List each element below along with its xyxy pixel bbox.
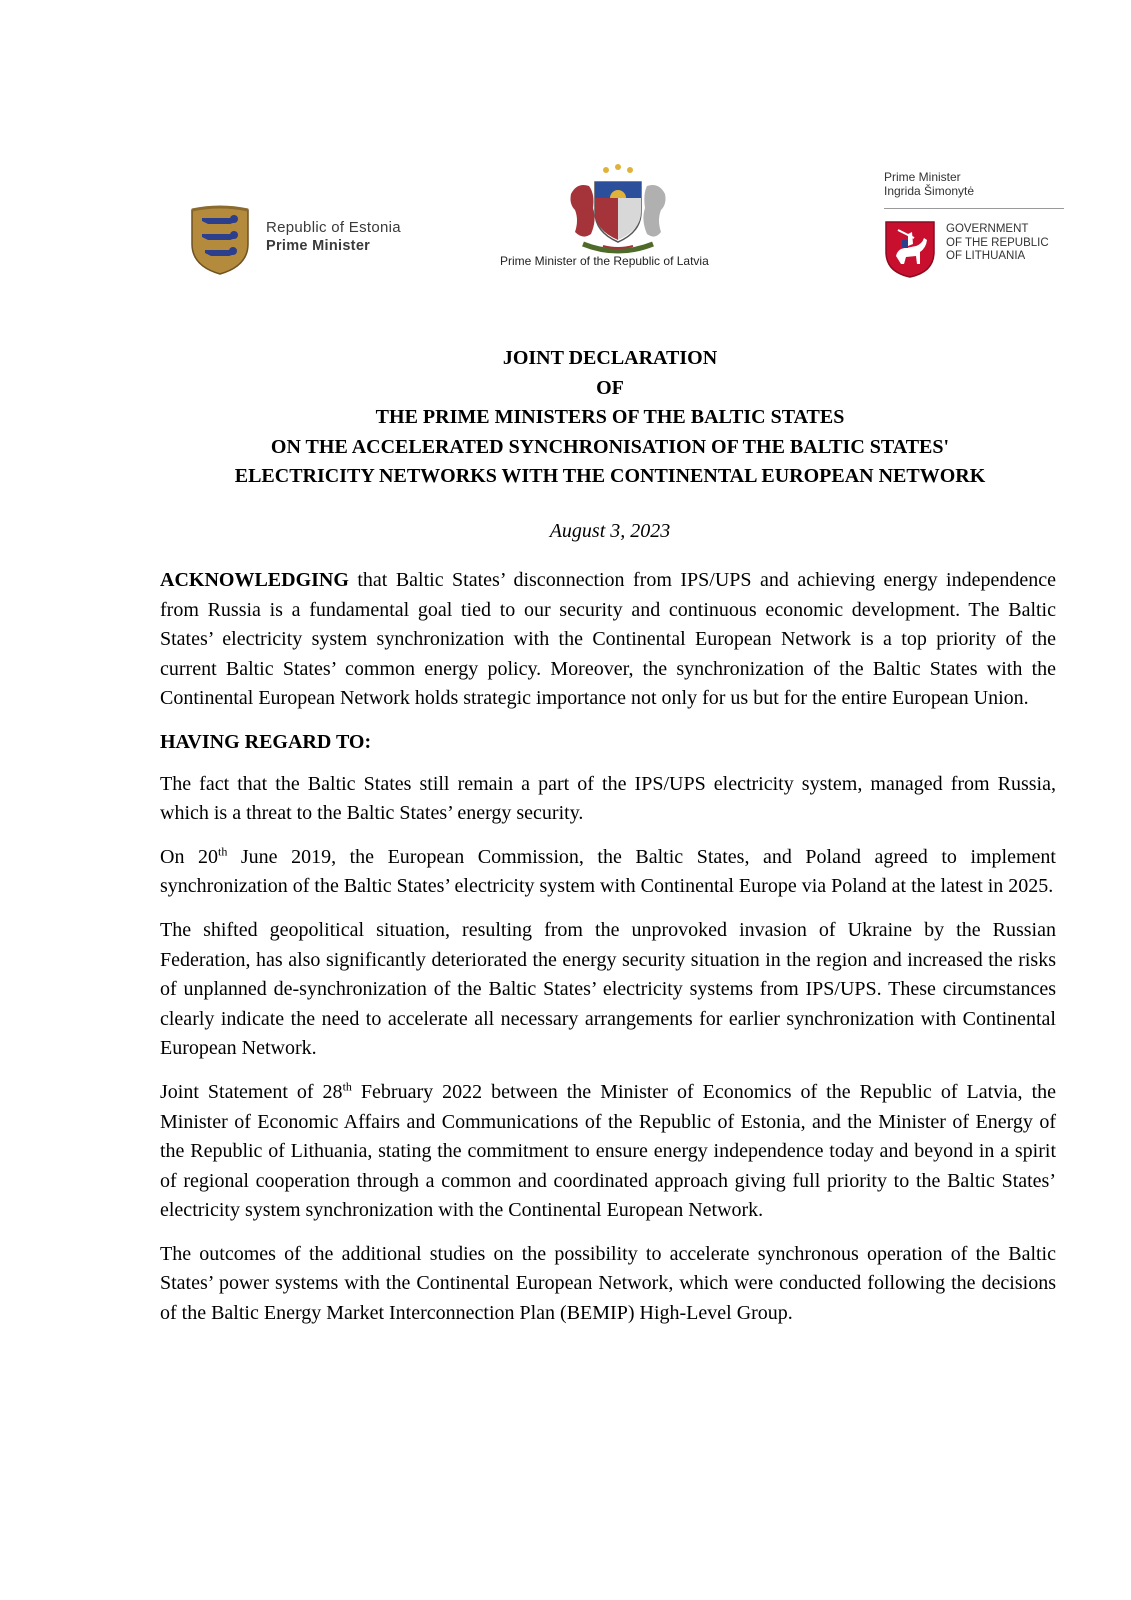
paragraph-geopolitical: The shifted geopolitical situation, resulting from the unprovoked invasion of Ukraine by the Russian Federation, has also significantly deteriorated the energy security situation in the region and increased the risks of unplanned de-synchronization of the Baltic States’ electricity systems from IPS/UPS. These circumstances clearly indicate the need to accelerate all necessary arrangements for earlier synchronization with Continental European Network. [160,918,1056,1060]
lithuania-gov-line2: OF THE REPUBLIC [946,236,1049,249]
latvia-logo [500,164,740,274]
title-line-3: THE PRIME MINISTERS OF THE BALTIC STATES [375,406,845,428]
lithuania-pm-name: Ingrida Šimonytė [884,184,975,198]
lithuania-divider [884,208,1064,209]
acknowledging-text: that Baltic States’ disconnection from IPS/UPS and achieving energy independence from Russia is a fundamental goal tied to our security and continuous economic development. The Baltic States’ electricity system synchronization with the Continental European Network is a top priority of the current Baltic States’ common energy policy. Moreover, the synchronization of the Baltic States with the Continental European Network holds strategic importance not only for us but for the entire European Union. [160,569,1056,710]
paragraph-ips-ups: The fact that the Baltic States still remain a part of the IPS/UPS electricity system, managed from Russia, which is a threat to the Baltic States’ energy security. [160,772,1056,825]
june-2019-text-b: June 2019, the European Commission, the Baltic States, and Poland agreed to implement synchronization of the Baltic States’ electricity system with Continental Europe via Poland at the latest in 2025. [160,845,1056,898]
joint-statement-text-b: February 2022 between the Minister of Economics of the Republic of Latvia, the Minister of Economic Affairs and Communications of the Republic of Estonia, and the Minister of Energy of the Republic of Lithuania, stating the commitment to ensure energy independence today and beyond in a spirit of regional cooperation through a common and coordinated approach giving full priority to the Baltic States’ electricity system synchronization with the Continental European Network. [160,1080,1056,1222]
title-line-1: JOINT DECLARATION [502,347,718,369]
title-line-4: ON THE ACCELERATED SYNCHRONISATION OF THE BALTIC STATES' [270,435,950,458]
estonia-coat-of-arms-icon [188,204,252,276]
june-2019-text-a: On 20 [160,845,218,868]
lithuania-gov-line3: OF LITHUANIA [946,250,1026,262]
lithuania-gov-line1: GOVERNMENT [946,223,1029,235]
title-line-5: ELECTRICITY NETWORKS WITH THE CONTINENTAL EUROPEAN NETWORK [234,465,986,487]
joint-statement-text-a: Joint Statement of 28 [160,1080,343,1103]
lithuania-logo [884,170,1074,280]
paragraph-outcomes: The outcomes of the additional studies on the possibility to accelerate synchronous operation of the Baltic States’ power systems with the Continental European Network, which were conducted following the decisions of the Baltic Energy Market Interconnection Plan (BEMIP) High-Level Group. [160,1242,1056,1325]
lithuania-pm-title: Prime Minister [884,170,961,184]
paragraph-june-2019 [160,843,1056,902]
joint-statement-superscript: th [342,1079,352,1094]
estonia-title: Prime Minister [266,238,371,254]
declaration-title [150,344,1070,492]
declaration-body [160,566,1056,1343]
declaration-date: August 3, 2023 [549,520,671,542]
paragraph-acknowledging [160,566,1056,714]
latvia-coat-of-arms-icon [563,164,673,254]
lithuania-vytis-shield-icon [884,220,936,278]
estonia-logo [188,204,448,274]
title-line-2: OF [596,376,624,399]
june-2019-superscript: th [217,844,228,859]
paragraph-joint-statement [160,1078,1056,1226]
having-regard-heading: HAVING REGARD TO: [160,730,372,753]
acknowledging-lead: ACKNOWLEDGING [160,569,349,591]
latvia-caption: Prime Minister of the Republic of Latvia [500,254,709,268]
estonia-name: Republic of Estonia [266,219,401,236]
